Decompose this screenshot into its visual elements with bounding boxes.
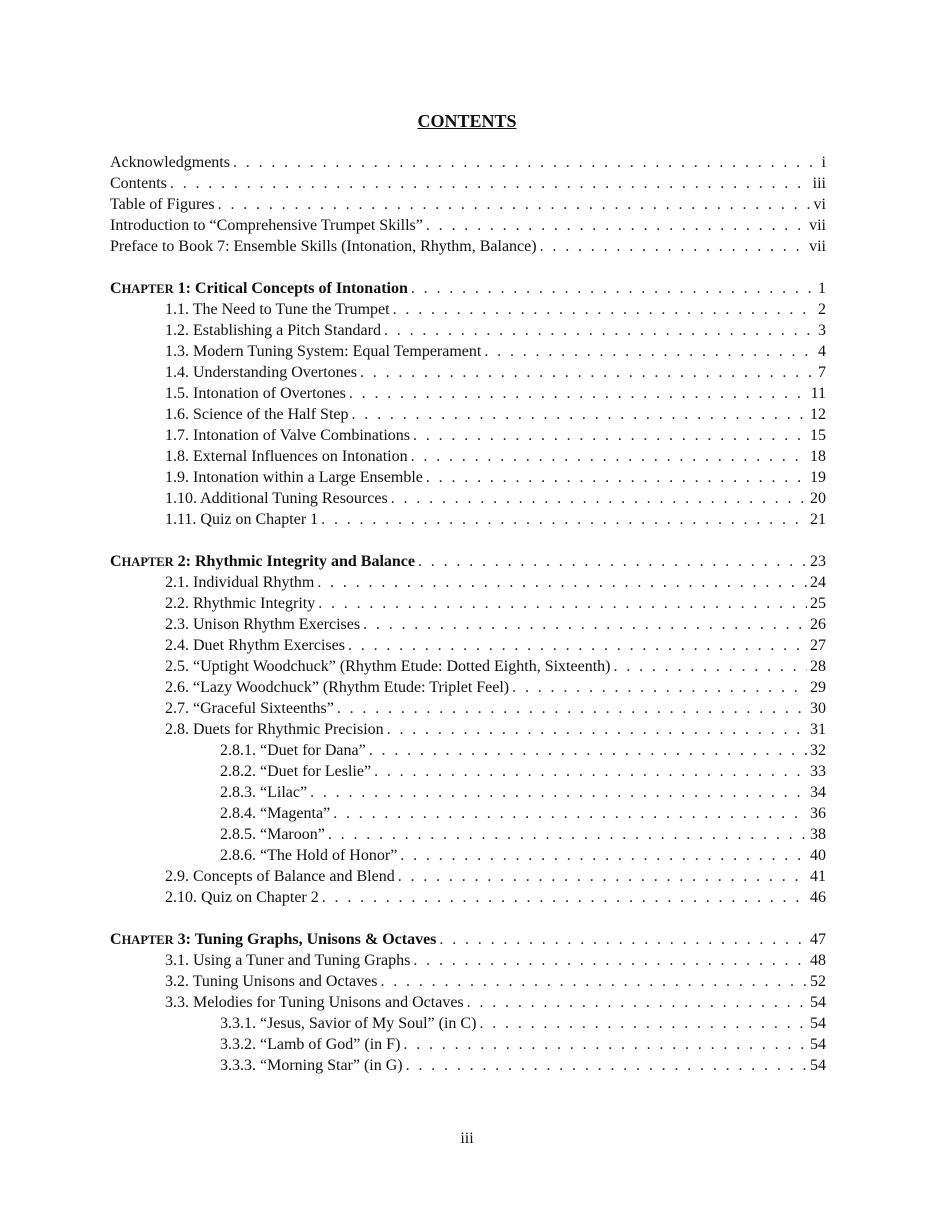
toc-entry-page: 54 (810, 1057, 826, 1074)
leader-dots (333, 803, 807, 824)
leader-dots (426, 215, 806, 236)
leader-dots (512, 677, 807, 698)
toc-entry-page: 38 (810, 826, 826, 843)
leader-dots (374, 761, 807, 782)
toc-entry-page: i (821, 154, 826, 171)
toc-entry[interactable] (110, 614, 826, 635)
toc-entry[interactable] (110, 425, 826, 446)
toc-entry-page: 19 (810, 469, 826, 486)
toc-entry[interactable] (110, 341, 826, 362)
toc-entry-page: 3 (818, 322, 826, 339)
leader-dots (328, 824, 807, 845)
toc-entry-page: 25 (810, 595, 826, 612)
leader-dots (467, 992, 807, 1013)
leader-dots (418, 551, 807, 572)
leader-dots (310, 782, 807, 803)
leader-dots (613, 656, 807, 677)
toc-entry-page: 33 (810, 763, 826, 780)
leader-dots (318, 593, 807, 614)
toc-entry[interactable] (110, 383, 826, 404)
toc-subentry[interactable] (110, 845, 826, 866)
toc-entry-label: 2.8.3. “Lilac” (220, 784, 308, 801)
toc-entry-page: 48 (810, 952, 826, 969)
toc-entry[interactable] (110, 236, 826, 257)
table-of-contents (110, 152, 826, 1076)
toc-entry-page: 32 (810, 742, 826, 759)
toc-entry-label: 2.6. “Lazy Woodchuck” (Rhythm Etude: Triplet Feel) (165, 679, 510, 696)
toc-entry-page: 23 (810, 553, 826, 570)
toc-entry[interactable] (110, 635, 826, 656)
leader-dots (400, 845, 807, 866)
toc-entry-label: 1.7. Intonation of Valve Combinations (165, 427, 411, 444)
chapter-heading[interactable] (110, 551, 826, 572)
toc-entry[interactable] (110, 194, 826, 215)
leader-dots (411, 278, 815, 299)
toc-entry-page: 27 (810, 637, 826, 654)
toc-entry-label: 2.8.6. “The Hold of Honor” (220, 847, 398, 864)
toc-subentry[interactable] (110, 782, 826, 803)
leader-dots (413, 425, 807, 446)
page-number: iii (460, 1130, 474, 1147)
leader-dots (352, 404, 808, 425)
toc-entry-page: 34 (810, 784, 826, 801)
toc-entry-label: 2.8.1. “Duet for Dana” (220, 742, 366, 759)
toc-entry-page: 20 (810, 490, 826, 507)
toc-entry[interactable] (110, 866, 826, 887)
leader-dots (360, 362, 815, 383)
toc-entry-label: 1.11. Quiz on Chapter 1 (165, 511, 319, 528)
leader-dots (540, 236, 807, 257)
toc-entry-page: 11 (810, 385, 826, 402)
toc-subentry[interactable] (110, 740, 826, 761)
leader-dots (479, 1013, 807, 1034)
toc-entry-page: 18 (810, 448, 826, 465)
toc-entry-page: 21 (810, 511, 826, 528)
chapter-heading[interactable] (110, 929, 826, 950)
toc-entry[interactable] (110, 362, 826, 383)
toc-entry-page: 4 (818, 343, 826, 360)
leader-dots (349, 383, 808, 404)
spacer (110, 257, 826, 278)
toc-entry-page: 47 (810, 931, 826, 948)
toc-entry-page: 54 (810, 994, 826, 1011)
leader-dots (369, 740, 807, 761)
toc-entry-page: 54 (810, 1015, 826, 1032)
toc-entry-label: 1.6. Science of the Half Step (165, 406, 349, 423)
toc-entry[interactable] (110, 152, 826, 173)
toc-entry-page: vi (813, 196, 826, 213)
toc-subentry[interactable] (110, 761, 826, 782)
toc-entry[interactable] (110, 950, 826, 971)
toc-entry-label: 3.2. Tuning Unisons and Octaves (165, 973, 378, 990)
leader-dots (403, 1034, 807, 1055)
leader-dots (348, 635, 807, 656)
toc-subentry[interactable] (110, 1013, 826, 1034)
toc-entry-label: Acknowledgments (110, 154, 230, 171)
leader-dots (218, 194, 811, 215)
leader-dots (384, 320, 815, 341)
leader-dots (321, 509, 807, 530)
toc-entry-label: 2.1. Individual Rhythm (165, 574, 315, 591)
toc-entry-page: 12 (810, 406, 826, 423)
toc-entry-page: iii (812, 175, 826, 192)
spacer (110, 530, 826, 551)
chapter-heading[interactable] (110, 278, 826, 299)
toc-entry[interactable] (110, 173, 826, 194)
leader-dots (233, 152, 819, 173)
toc-entry[interactable] (110, 446, 826, 467)
toc-entry-page: 15 (810, 427, 826, 444)
leader-dots (391, 488, 807, 509)
toc-entry[interactable] (110, 887, 826, 908)
page-title: CONTENTS (417, 111, 517, 131)
toc-entry[interactable] (110, 404, 826, 425)
toc-entry-label: 3.3. Melodies for Tuning Unisons and Octaves (165, 994, 464, 1011)
toc-entry[interactable] (110, 572, 826, 593)
toc-entry[interactable] (110, 971, 826, 992)
toc-entry[interactable] (110, 299, 826, 320)
toc-entry-label: 1.5. Intonation of Overtones (165, 385, 346, 402)
toc-entry-label: 2.8.4. “Magenta” (220, 805, 331, 822)
toc-entry-label: 1.2. Establishing a Pitch Standard (165, 322, 381, 339)
spacer (110, 908, 826, 929)
toc-entry[interactable] (110, 992, 826, 1013)
toc-entry-label: Contents (110, 175, 167, 192)
toc-subentry[interactable] (110, 803, 826, 824)
leader-dots (380, 971, 807, 992)
toc-entry[interactable] (110, 698, 826, 719)
toc-entry-label: 2.9. Concepts of Balance and Blend (165, 868, 395, 885)
leader-dots (322, 887, 807, 908)
toc-entry-page: 1 (818, 280, 826, 297)
toc-entry-label: 1.3. Modern Tuning System: Equal Temperament (165, 343, 482, 360)
leader-dots (426, 467, 807, 488)
leader-dots (317, 572, 807, 593)
toc-entry-label: 1.8. External Influences on Intonation (165, 448, 408, 465)
toc-entry[interactable] (110, 593, 826, 614)
leader-dots (413, 950, 807, 971)
toc-entry-label: 2.8.2. “Duet for Leslie” (220, 763, 372, 780)
toc-entry-page: 41 (810, 868, 826, 885)
toc-subentry[interactable] (110, 1055, 826, 1076)
toc-entry-page: 40 (810, 847, 826, 864)
toc-subentry[interactable] (110, 824, 826, 845)
toc-entry-label: 2.8. Duets for Rhythmic Precision (165, 721, 384, 738)
toc-entry-label: 2.5. “Uptight Woodchuck” (Rhythm Etude: Dotted Eighth, Sixteenth) (165, 658, 611, 675)
toc-entry-page: 31 (810, 721, 826, 738)
toc-entry-label: 2.2. Rhythmic Integrity (165, 595, 316, 612)
toc-entry-label: 2.7. “Graceful Sixteenths” (165, 700, 334, 717)
toc-entry[interactable] (110, 677, 826, 698)
toc-entry-label: Introduction to “Comprehensive Trumpet Skills” (110, 217, 423, 234)
toc-entry-label: 1.1. The Need to Tune the Trumpet (165, 301, 390, 318)
toc-entry-label: 1.9. Intonation within a Large Ensemble (165, 469, 423, 486)
leader-dots (387, 719, 807, 740)
toc-entry[interactable] (110, 467, 826, 488)
toc-entry-label: 2.8.5. “Maroon” (220, 826, 325, 843)
leader-dots (170, 173, 810, 194)
toc-entry-page: 24 (810, 574, 826, 591)
toc-entry[interactable] (110, 719, 826, 740)
toc-entry-page: 54 (810, 1036, 826, 1053)
toc-entry-label: 3.3.2. “Lamb of God” (in F) (220, 1036, 401, 1053)
toc-entry-page: 36 (810, 805, 826, 822)
chapter-heading-label: CHAPTER 1: Critical Concepts of Intonation (110, 280, 408, 297)
leader-dots (398, 866, 807, 887)
toc-entry-label: Table of Figures (110, 196, 215, 213)
toc-entry-label: 1.10. Additional Tuning Resources (165, 490, 388, 507)
toc-entry[interactable] (110, 509, 826, 530)
toc-entry-label: 2.10. Quiz on Chapter 2 (165, 889, 319, 906)
toc-entry-page: 46 (810, 889, 826, 906)
toc-entry-label: 3.3.3. “Morning Star” (in G) (220, 1057, 403, 1074)
toc-entry-label: 2.3. Unison Rhythm Exercises (165, 616, 361, 633)
leader-dots (406, 1055, 807, 1076)
leader-dots (484, 341, 815, 362)
leader-dots (393, 299, 815, 320)
toc-entry-page: 26 (810, 616, 826, 633)
leader-dots (363, 614, 807, 635)
chapter-heading-label: CHAPTER 3: Tuning Graphs, Unisons & Octaves (110, 931, 437, 948)
leader-dots (411, 446, 807, 467)
leader-dots (337, 698, 807, 719)
toc-entry-page: 29 (810, 679, 826, 696)
leader-dots (439, 929, 807, 950)
toc-entry-label: 1.4. Understanding Overtones (165, 364, 357, 381)
toc-entry-page: vii (809, 217, 826, 234)
toc-entry-page: 7 (818, 364, 826, 381)
toc-entry-page: 52 (810, 973, 826, 990)
toc-entry-label: 3.3.1. “Jesus, Savior of My Soul” (in C) (220, 1015, 477, 1032)
toc-entry[interactable] (110, 488, 826, 509)
toc-entry[interactable] (110, 320, 826, 341)
toc-entry-page: vii (809, 238, 826, 255)
toc-entry-label: Preface to Book 7: Ensemble Skills (Intonation, Rhythm, Balance) (110, 238, 537, 255)
toc-subentry[interactable] (110, 1034, 826, 1055)
chapter-heading-label: CHAPTER 2: Rhythmic Integrity and Balance (110, 553, 415, 570)
toc-entry-page: 30 (810, 700, 826, 717)
toc-entry[interactable] (110, 215, 826, 236)
toc-entry-label: 3.1. Using a Tuner and Tuning Graphs (165, 952, 411, 969)
toc-entry-page: 2 (818, 301, 826, 318)
toc-entry-page: 28 (810, 658, 826, 675)
toc-entry-label: 2.4. Duet Rhythm Exercises (165, 637, 345, 654)
toc-entry[interactable] (110, 656, 826, 677)
